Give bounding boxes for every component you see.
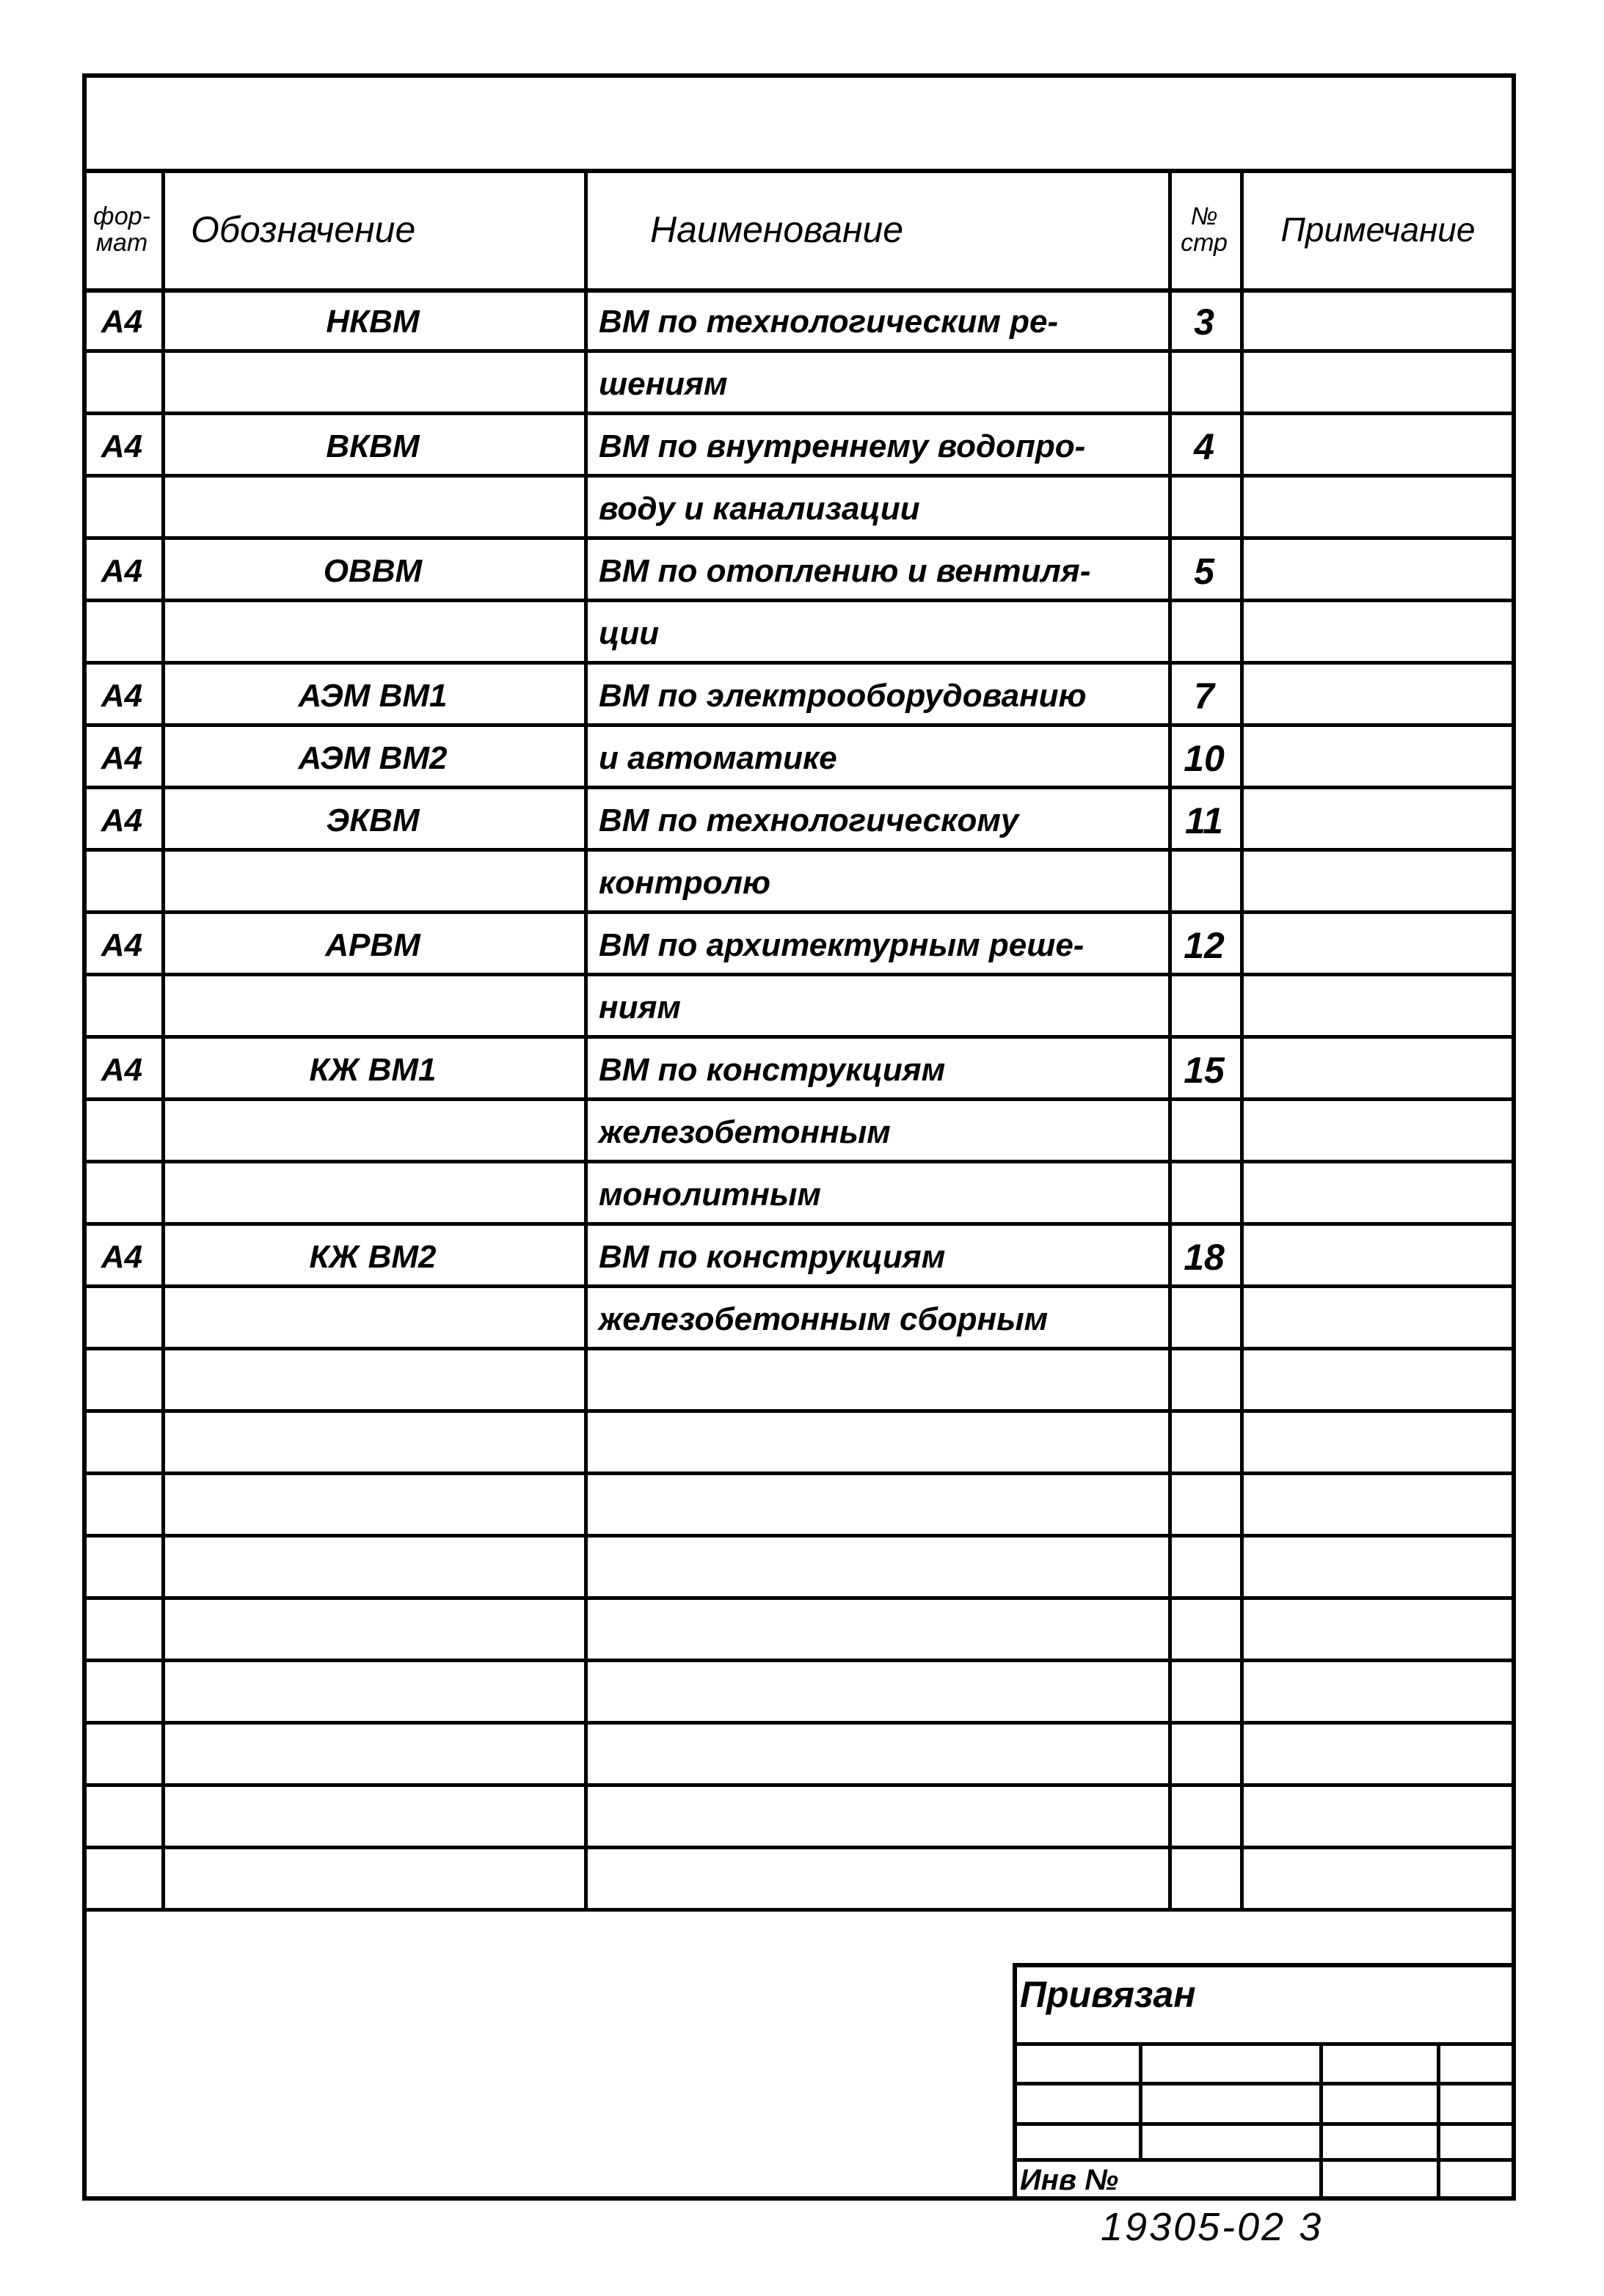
designation-cell [161, 1849, 584, 1912]
table-row [82, 852, 1516, 914]
format-cell: А4 [101, 739, 143, 776]
header-page-line1: № [1190, 202, 1218, 230]
name-cell: ВМ по электрооборудованию [599, 677, 1087, 714]
inventory-number-label: Инв № [1020, 2164, 1119, 2196]
name-cell: железобетонным [599, 1114, 891, 1150]
note-cell [1240, 353, 1516, 415]
table-row [82, 727, 1516, 789]
name-cell: ниям [599, 989, 681, 1025]
table-row [82, 665, 1516, 727]
format-cell [82, 1849, 161, 1912]
name-cell [584, 1538, 1168, 1600]
note-cell [1240, 478, 1516, 540]
page-number-cell [1168, 1350, 1240, 1413]
designation-cell [161, 1163, 584, 1226]
stamp-line [1013, 2042, 1516, 2046]
format-cell: А4 [101, 303, 143, 340]
designation-cell [161, 1475, 584, 1538]
note-cell [1240, 789, 1516, 852]
page-number-cell [1168, 1413, 1240, 1475]
row-divider [82, 1908, 1516, 1912]
column-divider [584, 169, 588, 1912]
note-cell [1240, 1350, 1516, 1413]
stamp-line [1013, 2122, 1516, 2126]
name-cell [584, 1787, 1168, 1849]
name-cell: ВМ по технологическому [599, 802, 1019, 838]
name-cell [584, 1662, 1168, 1725]
table-row [82, 1413, 1516, 1475]
format-cell [82, 1475, 161, 1538]
format-cell [82, 478, 161, 540]
header-page-line2: стр [1181, 229, 1228, 257]
designation-cell: КЖ ВМ2 [309, 1238, 437, 1275]
format-cell [82, 1288, 161, 1350]
name-cell [584, 1849, 1168, 1912]
name-cell [584, 1350, 1168, 1413]
name-cell [584, 1600, 1168, 1662]
stamp-line [1013, 2158, 1516, 2162]
page-number-cell [1168, 1288, 1240, 1350]
page-number-cell [1168, 1662, 1240, 1725]
table-row [82, 1288, 1516, 1350]
page-number-cell [1168, 353, 1240, 415]
table-row [82, 602, 1516, 665]
page-number-cell [1168, 1725, 1240, 1787]
name-cell: ВМ по архитектурным реше- [599, 926, 1084, 963]
note-cell [1240, 1725, 1516, 1787]
note-cell [1240, 976, 1516, 1039]
name-cell [584, 1475, 1168, 1538]
stamp-line [1139, 2042, 1142, 2160]
designation-cell [161, 1413, 584, 1475]
format-cell: А4 [101, 926, 143, 963]
stamp-line [1013, 2082, 1516, 2085]
format-cell [82, 353, 161, 415]
note-cell [1240, 1475, 1516, 1538]
table-row [82, 415, 1516, 478]
table-row [82, 1662, 1516, 1725]
name-cell: ВМ по технологическим ре- [599, 303, 1059, 340]
header-designation: Обозначение [191, 209, 416, 250]
page-number-cell [1168, 1538, 1240, 1600]
page-number-cell: 18 [1184, 1236, 1225, 1278]
column-divider [1168, 169, 1172, 1912]
note-cell [1240, 415, 1516, 478]
header-format-line2: мат [95, 229, 148, 257]
name-cell: шениям [599, 365, 728, 402]
format-cell [82, 1787, 161, 1849]
name-cell: железобетонным сборным [599, 1301, 1049, 1337]
format-cell [82, 1101, 161, 1163]
designation-cell [161, 1725, 584, 1787]
name-cell: монолитным [599, 1176, 821, 1213]
note-cell [1240, 727, 1516, 789]
note-cell [1240, 852, 1516, 914]
table-row [82, 914, 1516, 976]
header-page [1168, 169, 1240, 290]
designation-cell [161, 1101, 584, 1163]
table-row [82, 976, 1516, 1039]
format-cell [82, 1725, 161, 1787]
table-row [82, 1039, 1516, 1101]
column-divider [161, 169, 165, 1912]
table-row [82, 540, 1516, 602]
note-cell [1240, 1039, 1516, 1101]
format-cell [82, 1662, 161, 1725]
designation-cell [161, 478, 584, 540]
page-number-cell: 11 [1185, 800, 1223, 841]
format-cell: А4 [101, 677, 143, 714]
table-row [82, 1787, 1516, 1849]
stamp-border [1013, 1963, 1516, 1967]
designation-cell: ОВВМ [323, 552, 423, 589]
table-row [82, 1101, 1516, 1163]
table-row [82, 1725, 1516, 1787]
note-cell [1240, 1163, 1516, 1226]
note-cell [1240, 290, 1516, 353]
name-cell: ции [599, 615, 660, 651]
page-number-cell: 15 [1184, 1049, 1225, 1091]
format-cell [82, 1600, 161, 1662]
format-cell [82, 602, 161, 665]
designation-cell [161, 1538, 584, 1600]
header-format-line1: фор- [93, 202, 150, 230]
note-cell [1240, 1787, 1516, 1849]
page-number-cell [1168, 1101, 1240, 1163]
note-cell [1240, 1101, 1516, 1163]
designation-cell [161, 353, 584, 415]
name-cell: и автоматике [599, 739, 837, 776]
page-number-cell [1168, 602, 1240, 665]
table-row [82, 1226, 1516, 1288]
designation-cell [161, 602, 584, 665]
page-number-cell: 5 [1194, 550, 1214, 592]
note-cell [1240, 1226, 1516, 1288]
stamp-title: Привязан [1020, 1974, 1196, 2015]
page-number-cell: 3 [1194, 301, 1214, 343]
format-cell: А4 [101, 428, 143, 464]
table-row [82, 1163, 1516, 1226]
table-row [82, 1849, 1516, 1912]
designation-cell: НКВМ [326, 303, 420, 340]
designation-cell: ЭКВМ [326, 802, 420, 838]
stamp-line [1437, 2042, 1440, 2201]
table-row [82, 290, 1516, 353]
table-row [82, 353, 1516, 415]
format-cell [82, 1350, 161, 1413]
format-cell: А4 [101, 552, 143, 589]
table-row [82, 789, 1516, 852]
page-number-cell [1168, 1849, 1240, 1912]
format-cell [82, 1413, 161, 1475]
name-cell [584, 1413, 1168, 1475]
page-number-cell [1168, 1475, 1240, 1538]
table-row [82, 1538, 1516, 1600]
name-cell: ВМ по конструкциям [599, 1051, 946, 1088]
format-cell [82, 852, 161, 914]
note-cell [1240, 914, 1516, 976]
table-row [82, 1600, 1516, 1662]
designation-cell [161, 1662, 584, 1725]
page-number-cell [1168, 976, 1240, 1039]
note-cell [1240, 1849, 1516, 1912]
name-cell: контролю [599, 864, 771, 901]
designation-cell [161, 1600, 584, 1662]
format-cell [82, 1538, 161, 1600]
designation-cell: АЭМ ВМ1 [298, 677, 448, 714]
note-cell [1240, 1538, 1516, 1600]
table-row [82, 478, 1516, 540]
note-cell [1240, 1288, 1516, 1350]
page-number-cell: 7 [1194, 675, 1214, 717]
designation-cell: АРВМ [325, 926, 420, 963]
designation-cell: КЖ ВМ1 [309, 1051, 437, 1088]
stamp-line [1319, 2042, 1323, 2201]
note-cell [1240, 1413, 1516, 1475]
note-cell [1240, 602, 1516, 665]
name-cell [584, 1725, 1168, 1787]
name-cell: воду и канализации [599, 490, 920, 527]
designation-cell [161, 1787, 584, 1849]
name-cell: ВМ по отоплению и вентиля- [599, 552, 1091, 589]
page-number-cell: 4 [1194, 425, 1214, 467]
format-cell: А4 [101, 1238, 143, 1275]
header-name: Наименование [650, 209, 904, 250]
note-cell [1240, 665, 1516, 727]
page-number-cell [1168, 852, 1240, 914]
designation-cell: АЭМ ВМ2 [298, 739, 448, 776]
page-number-cell: 10 [1184, 737, 1225, 779]
note-cell [1240, 540, 1516, 602]
page-number-cell [1168, 1787, 1240, 1849]
column-divider [1240, 169, 1244, 1912]
document-code: 19305-02 3 [1101, 2205, 1324, 2249]
page-number-cell [1168, 1600, 1240, 1662]
designation-cell [161, 852, 584, 914]
header-format [82, 169, 161, 290]
format-cell: А4 [101, 802, 143, 838]
name-cell: ВМ по конструкциям [599, 1238, 946, 1275]
designation-cell: ВКВМ [326, 428, 420, 464]
page-number-cell [1168, 1163, 1240, 1226]
note-cell [1240, 1662, 1516, 1725]
header-note: Примечание [1280, 211, 1476, 249]
note-cell [1240, 1600, 1516, 1662]
format-cell: А4 [101, 1051, 143, 1088]
designation-cell [161, 1350, 584, 1413]
table-row [82, 1475, 1516, 1538]
page-number-cell [1168, 478, 1240, 540]
format-cell [82, 1163, 161, 1226]
table-row [82, 1350, 1516, 1413]
name-cell: ВМ по внутреннему водопро- [599, 428, 1086, 464]
page-number-cell: 12 [1184, 924, 1225, 966]
format-cell [82, 976, 161, 1039]
designation-cell [161, 1288, 584, 1350]
designation-cell [161, 976, 584, 1039]
